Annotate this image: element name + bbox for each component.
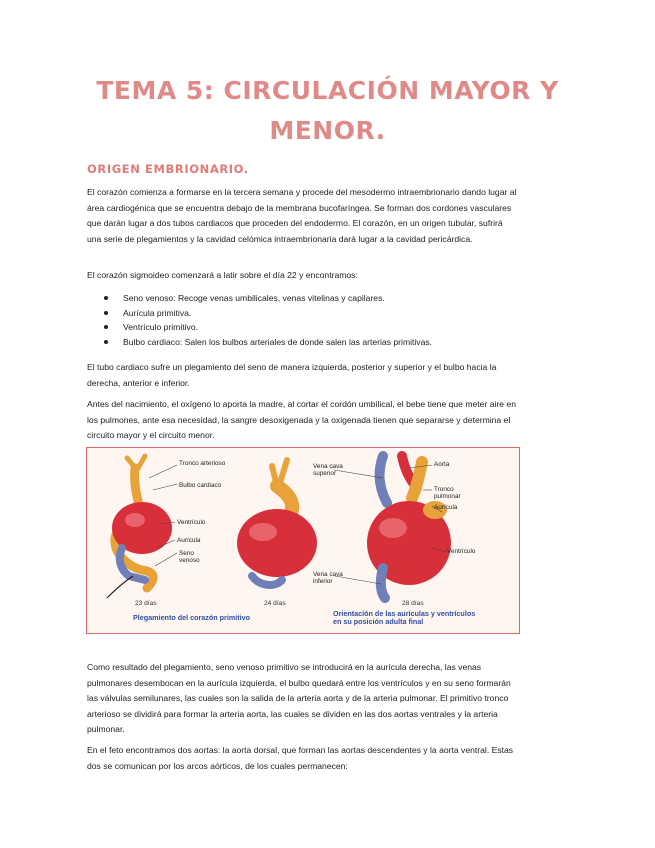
label-bulbo-cardiaco: Bulbo cardiaco	[179, 482, 222, 489]
heart-day-23	[107, 456, 172, 598]
day-label-28: 28 días	[402, 600, 424, 607]
page-title-line-2: MENOR.	[269, 116, 386, 145]
label-ventriculo-right: Ventrículo	[447, 548, 476, 555]
list-item: Seno venoso: Recoge venas umbilicales, venas vitelinas y capilares.	[87, 291, 527, 306]
list-item: Bulbo cardiaco: Salen los bulbos arteriales de donde salen las arterias primitivas.	[87, 335, 527, 350]
label-auricula-right: Aurícula	[434, 504, 458, 511]
day-label-23: 23 días	[135, 600, 157, 607]
paragraph-1: El corazón comienza a formarse en la tercera semana y procede del mesodermo intraembrionario dando lugar al área cardiogénica que se encuentra debajo de la membrana bucofaríngea. Se forman dos cordones vasculares que darán lugar a dos tubos cardiacos que proceden del endodermo. El corazón, en un origen tubular, sufrirá una serie de plegamientos y la cavidad celómica intraembrionaria dará lugar a la cavidad pericárdica.	[87, 187, 517, 244]
day-label-24: 24 días	[264, 600, 286, 607]
list-item: Ventrículo primitivo.	[87, 320, 527, 335]
caption-left: Plegamiento del corazón primitivo	[133, 613, 251, 622]
paragraph-2: El corazón sigmoideo comenzará a latir sobre el día 22 y encontramos:	[87, 270, 358, 280]
label-seno-venoso: Seno venoso	[179, 550, 200, 564]
bullet-icon	[104, 325, 108, 329]
list-item: Aurícula primitiva.	[87, 306, 527, 321]
label-auricula-left: Aurícula	[177, 537, 201, 544]
structures-list	[87, 291, 527, 349]
paragraph-3: El tubo cardiaco sufre un plegamiento del seno de manera izquierda, posterior y superior y el bulbo hacia la derecha, anterior e inferior.	[87, 362, 497, 388]
label-tronco-arterioso: Tronco arterioso	[179, 460, 226, 467]
page-title-line-1: TEMA 5: CIRCULACIÓN MAYOR Y	[96, 76, 559, 105]
label-aorta: Aorta	[434, 461, 450, 468]
label-vena-cava-inferior: Vena cava inferior	[313, 571, 343, 585]
heart-development-figure	[86, 447, 520, 634]
bullet-icon	[104, 311, 108, 315]
label-ventriculo-left: Ventrículo	[177, 519, 206, 526]
label-tronco-pulmonar: Tronco pulmonar	[434, 486, 461, 500]
label-vena-cava-superior: Vena cava superior	[313, 463, 343, 477]
bullet-icon	[104, 296, 108, 300]
heart-day-24	[237, 460, 317, 585]
section-heading: ORIGEN EMBRIONARIO.	[87, 162, 249, 176]
paragraph-4: Antes del nacimiento, el oxígeno lo aporta la madre, al cortar el cordón umbilical, el bebe tiene que meter aire en los pulmones, ante esa necesidad, la sangre desoxigenada y la oxigenada tienen que separarse y determina el circuito mayor y el circuito menor.	[87, 399, 516, 440]
bullet-icon	[104, 340, 108, 344]
paragraph-5: Como resultado del plegamiento, seno venoso primitivo se introducirá en la aurícula derecha, las venas pulmonares desembocan en la aurícula izquierda, el bulbo quedará entre los ventrículos y en su seno formarán las válvulas semilunares, las cuales son la salida de la arteria aorta y de la arteria pulmonar. El primitivo tronco arterioso se dividirá para formar la arteria aorta, las cuales se dividen en las dos aortas ventrales y la arteria pulmonar.	[87, 662, 511, 734]
paragraph-6: En el feto encontramos dos aortas: la aorta dorsal, que forman las aortas descendentes y la aorta ventral. Estas dos se comunican por los arcos aórticos, de los cuales permanecen:	[87, 745, 514, 771]
caption-right: Orientación de las aurículas y ventrículos en su posición adulta final	[333, 609, 476, 626]
